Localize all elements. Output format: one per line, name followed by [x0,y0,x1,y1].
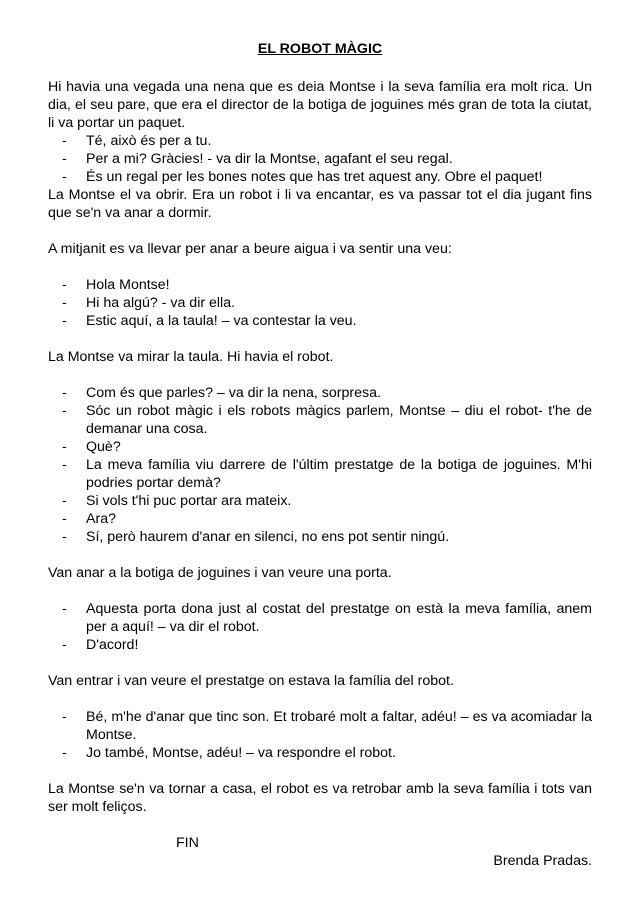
dialogue-dash: - [62,151,67,167]
paragraph-1: Hi havia una vegada una nena que es deia Montse i la seva família era molt rica. Un dia, el seu pare, que era el director de la botiga de joguines més gran de tota la ciutat, li va portar un paquet. [48,79,592,131]
dialogue-dash: - [62,313,67,329]
paragraph-3: A mitjanit es va llevar per anar a beure aigua i va sentir una veu: [48,241,452,257]
dialogue-text: Per a mi? Gràcies! - va dir la Montse, agafant el seu regal. [86,151,453,167]
dialogue-line [48,600,592,636]
dialogue-line [48,456,592,492]
dialogue-line [48,294,592,312]
dialogue-line [48,528,592,546]
dialogue-line [48,510,592,528]
dialogue-dash: - [62,439,67,455]
dialogue-line [48,744,592,762]
dialogue-text: Què? [86,439,121,455]
author-signature: Brenda Pradas. [493,853,592,869]
dialogue-dash: - [62,637,67,653]
fin-label: FIN [176,835,199,851]
paragraph-4: La Montse va mirar la taula. Hi havia el robot. [48,349,334,365]
dialogue-dash: - [62,601,67,617]
dialogue-5 [48,708,592,762]
dialogue-dash: - [62,529,67,545]
dialogue-line [48,168,592,186]
dialogue-text: Aquesta porta dona just al costat del prestatge on està la meva família, anem per a aquí! – va dir el robot. [86,601,592,635]
dialogue-text: Com és que parles? – va dir la nena, sorpresa. [86,385,381,401]
dialogue-text: Sí, però haurem d'anar en silenci, no ens pot sentir ningú. [86,529,450,545]
dialogue-line [48,708,592,744]
paragraph-5: Van anar a la botiga de joguines i van veure una porta. [48,565,392,581]
dialogue-dash: - [62,385,67,401]
dialogue-2 [48,276,592,330]
dialogue-dash: - [62,457,67,473]
dialogue-dash: - [62,511,67,527]
dialogue-dash: - [62,493,67,509]
dialogue-text: Ara? [86,511,116,527]
dialogue-dash: - [62,277,67,293]
dialogue-text: Té, això és per a tu. [86,133,212,149]
dialogue-dash: - [62,133,67,149]
dialogue-line [48,276,592,294]
dialogue-dash: - [62,403,67,419]
dialogue-text: Hi ha algú? - va dir ella. [86,295,236,311]
dialogue-dash: - [62,169,67,185]
dialogue-dash: - [62,295,67,311]
dialogue-text: Sóc un robot màgic i els robots màgics parlem, Montse – diu el robot- t'he de demanar una cosa. [86,403,592,437]
dialogue-line [48,492,592,510]
dialogue-line [48,132,592,150]
dialogue-1 [48,132,592,186]
dialogue-text: Estic aquí, a la taula! – va contestar la veu. [86,313,357,329]
dialogue-line [48,384,592,402]
dialogue-text: D'acord! [86,637,139,653]
dialogue-line [48,312,592,330]
page-title: EL ROBOT MÀGIC [257,41,383,57]
dialogue-text: Jo també, Montse, adéu! – va respondre el robot. [86,745,396,761]
paragraph-2: La Montse el va obrir. Era un robot i li va encantar, es va passar tot el dia jugant fins que se'n va anar a dormir. [48,187,592,221]
dialogue-line [48,150,592,168]
dialogue-dash: - [62,745,67,761]
dialogue-4 [48,600,592,654]
dialogue-dash: - [62,709,67,725]
dialogue-line [48,438,592,456]
dialogue-text: Hola Montse! [86,277,170,293]
dialogue-line [48,402,592,438]
dialogue-text: La meva família viu darrere de l'últim prestatge de la botiga de joguines. M'hi podries portar demà? [86,457,592,491]
paragraph-6: Van entrar i van veure el prestatge on estava la família del robot. [48,673,454,689]
dialogue-text: És un regal per les bones notes que has tret aquest any. Obre el paquet! [86,169,543,185]
dialogue-line [48,636,592,654]
dialogue-text: Si vols t'hi puc portar ara mateix. [86,493,292,509]
paragraph-7: La Montse se'n va tornar a casa, el robot es va retrobar amb la seva família i tots van ser molt feliços. [48,781,592,815]
dialogue-text: Bé, m'he d'anar que tinc son. Et trobaré molt a faltar, adéu! – es va acomiadar la Montse. [86,709,592,743]
dialogue-3 [48,384,592,546]
